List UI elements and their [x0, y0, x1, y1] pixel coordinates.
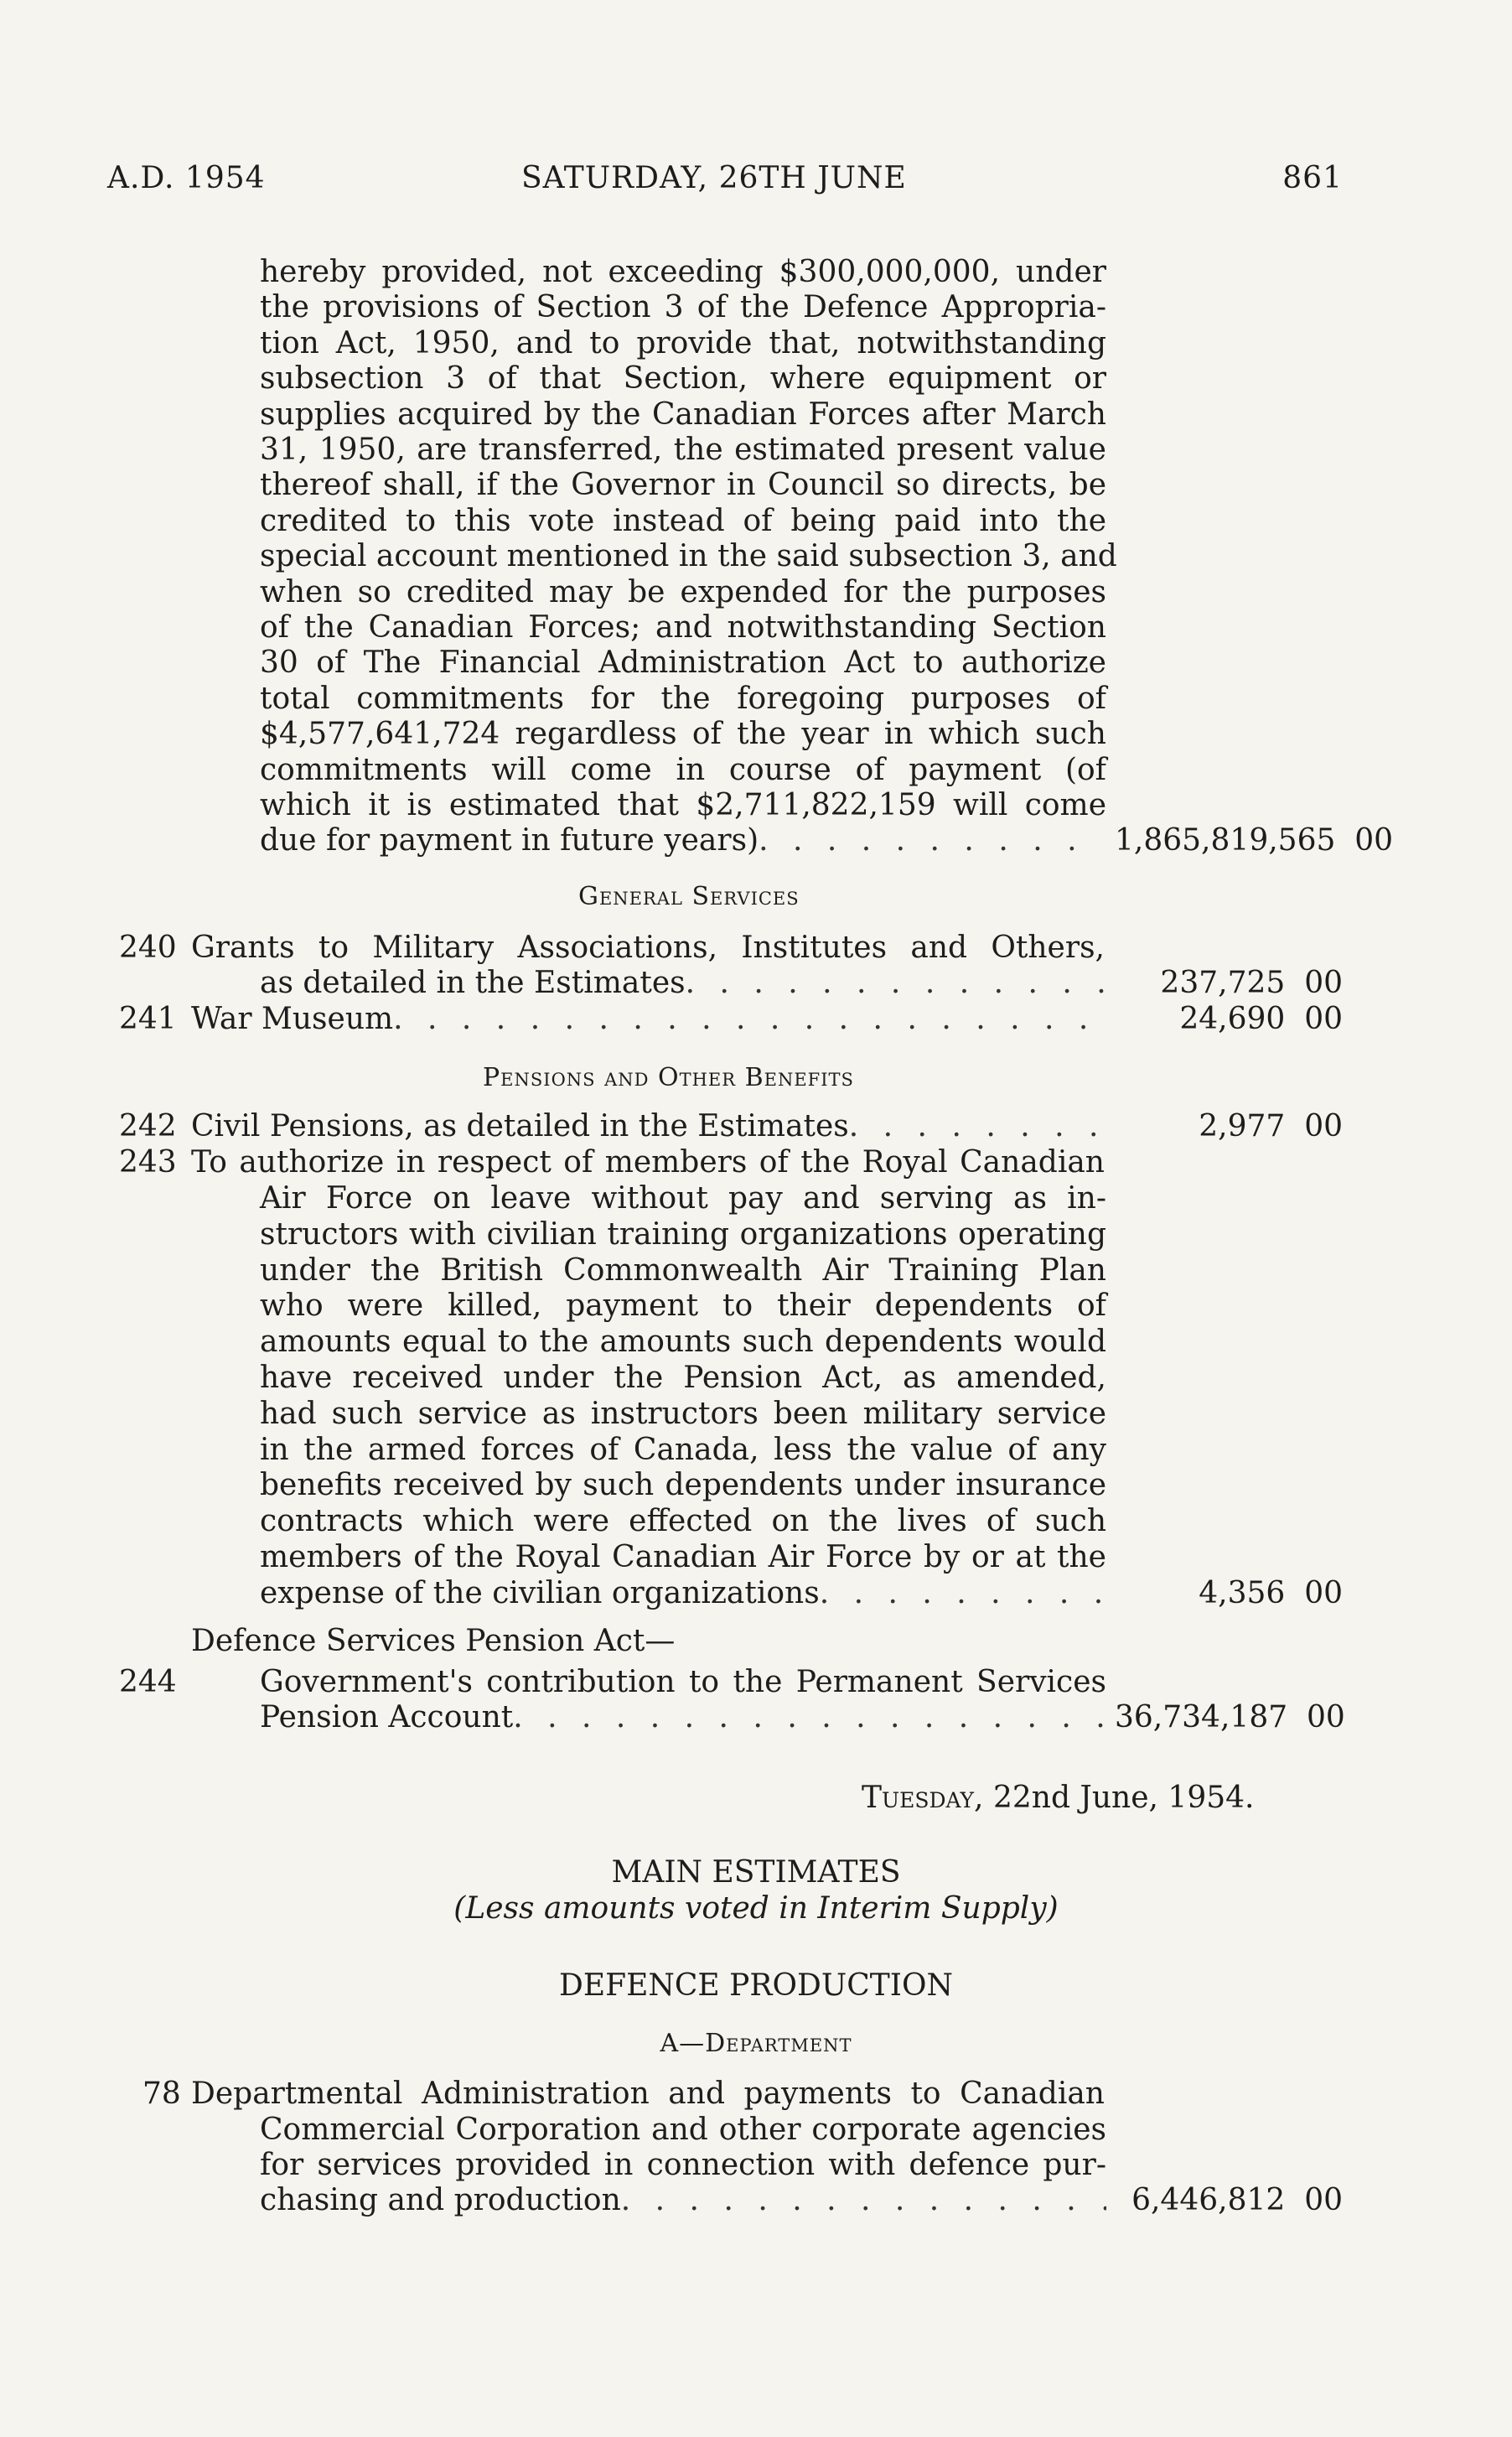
item-242-line	[191, 1109, 1106, 1144]
section-heading-pensions: Pensions and Other Benefits	[483, 1063, 854, 1092]
item-244-line1: Government's contribution to the Permanent Services	[260, 1665, 1106, 1699]
item-243-first-line: To authorize in respect of members of the Royal Canadian	[191, 1145, 1105, 1180]
leader-dots	[759, 823, 1098, 858]
item-241-line	[191, 1002, 1106, 1037]
continuation-line: when so credited may be expended for the purposes	[260, 574, 1106, 609]
header-year: A.D. 1954	[107, 161, 266, 195]
item-78-line: for services provided in connection with defence pur-	[260, 2148, 1106, 2182]
amount-cents: 00	[1304, 1576, 1343, 1610]
sitting-date-text: 22nd June, 1954.	[992, 1781, 1255, 1815]
item-78-line: Commercial Corporation and other corporate agencies	[260, 2113, 1106, 2147]
item-243-line: have received under the Pension Act, as amended,	[260, 1361, 1106, 1395]
section-heading-general-services: General Services	[578, 882, 800, 911]
item-243-line: in the armed forces of Canada, less the value of any	[260, 1432, 1106, 1467]
item-243-amount	[1115, 1576, 1343, 1611]
main-estimates-title: MAIN ESTIMATES	[611, 1855, 901, 1890]
sitting-day: Tuesday,	[862, 1781, 984, 1815]
continuation-line: commitments will come in course of payment (of	[260, 752, 1106, 787]
amount-value: 6,446,812	[1131, 2183, 1286, 2217]
item-243-line: who were killed, payment to their dependents of	[260, 1288, 1106, 1324]
continuation-line: the provisions of Section 3 of the Defence Appropria-	[260, 290, 1106, 325]
amount-cents: 00	[1354, 823, 1394, 858]
item-243-last-line	[260, 1576, 1106, 1611]
item-number: 78	[142, 2077, 181, 2111]
item-240-line2	[260, 966, 1106, 1001]
item-243-line: had such service as instructors been military service	[260, 1396, 1106, 1431]
continuation-line: supplies acquired by the Canadian Forces after March	[260, 397, 1106, 432]
item-240-line2-text: as detailed in the Estimates	[260, 966, 686, 1000]
item-number: 240	[119, 931, 177, 965]
amount-cents: 00	[1304, 2183, 1343, 2217]
item-number: 243	[119, 1145, 177, 1180]
header-date: SATURDAY, 26TH JUNE	[521, 161, 907, 195]
continuation-line: of the Canadian Forces; and notwithstanding Section	[260, 610, 1106, 645]
item-241-text: War Museum	[191, 1002, 394, 1036]
continuation-line: $4,577,641,724 regardless of the year in which such	[260, 717, 1106, 752]
leader-dots	[849, 1109, 1106, 1144]
item-78-last-line-text: chasing and production	[260, 2183, 621, 2217]
item-number: 242	[119, 1109, 177, 1143]
continuation-line: 31, 1950, are transferred, the estimated present value	[260, 433, 1106, 467]
item-number: 241	[119, 1002, 177, 1036]
item-243-line: amounts equal to the amounts such dependents would	[260, 1325, 1106, 1360]
item-244-line2-text: Pension Account	[260, 1700, 514, 1734]
subdivision-heading: A—Department	[660, 2029, 852, 2058]
item-78-first-line: Departmental Administration and payments to Canadian	[191, 2077, 1105, 2111]
leader-dots	[513, 1700, 1106, 1735]
item-number: 244	[119, 1665, 177, 1699]
amount-value: 1,865,819,565	[1115, 823, 1336, 858]
amount-value: 36,734,187	[1115, 1700, 1288, 1734]
item-241-amount	[1115, 1002, 1343, 1037]
item-243-line: contracts which were effected on the lives of such	[260, 1504, 1106, 1539]
sitting-date	[862, 1781, 1255, 1816]
leader-dots	[686, 966, 1106, 1001]
page-number: 861	[1282, 161, 1343, 195]
leader-dots	[820, 1576, 1106, 1611]
continuation-line: subsection 3 of that Section, where equipment or	[260, 361, 1106, 397]
act-heading: Defence Services Pension Act—	[191, 1624, 676, 1658]
item-242-text: Civil Pensions, as detailed in the Estimates	[191, 1109, 849, 1143]
continuation-line: total commitments for the foregoing purposes of	[260, 681, 1106, 716]
amount-value: 237,725	[1160, 966, 1286, 1000]
continuation-line: which it is estimated that $2,711,822,159 will come	[260, 788, 1106, 822]
amount-cents: 00	[1307, 1700, 1345, 1734]
item-243-line: members of the Royal Canadian Air Force by or at the	[260, 1540, 1106, 1574]
amount-cents: 00	[1304, 1109, 1343, 1143]
item-243-line: Air Force on leave without pay and serving as in-	[260, 1181, 1106, 1216]
amount-value: 24,690	[1179, 1002, 1286, 1036]
continuation-line: 30 of The Financial Administration Act to authorize	[260, 646, 1106, 681]
continuation-last-line	[260, 823, 1098, 858]
item-240-line1: Grants to Military Associations, Institutes and Others,	[191, 931, 1105, 965]
item-243-line: benefits received by such dependents under insurance	[260, 1468, 1106, 1503]
continuation-line: tion Act, 1950, and to provide that, notwithstanding	[260, 325, 1106, 360]
item-78-last-line	[260, 2183, 1106, 2218]
item-240-amount	[1115, 966, 1343, 1001]
item-243-last-line-text: expense of the civilian organizations	[260, 1576, 820, 1610]
continuation-line: thereof shall, if the Governor in Council so directs, be	[260, 468, 1106, 503]
item-78-amount	[1115, 2183, 1343, 2218]
continuation-last-line-text: due for payment in future years)	[260, 823, 759, 858]
item-244-line2	[260, 1700, 1106, 1735]
leader-dots	[621, 2183, 1106, 2218]
item-243-line: under the British Commonwealth Air Training Plan	[260, 1252, 1106, 1288]
amount-cents: 00	[1304, 1002, 1343, 1036]
item-244-amount	[1115, 1700, 1343, 1735]
continuation-line: credited to this vote instead of being paid into the	[260, 503, 1106, 538]
amount-value: 4,356	[1199, 1576, 1286, 1610]
continuation-line: special account mentioned in the said subsection 3, and	[260, 539, 1117, 574]
item-242-amount	[1115, 1109, 1343, 1144]
main-estimates-subtitle: (Less amounts voted in Interim Supply)	[453, 1891, 1059, 1926]
amount-value: 2,977	[1199, 1109, 1286, 1143]
item-243-line: structors with civilian training organizations operating	[260, 1216, 1106, 1252]
amount-cents: 00	[1304, 966, 1343, 1000]
department-heading: DEFENCE PRODUCTION	[558, 1968, 953, 2003]
continuation-amount	[1115, 823, 1394, 858]
leader-dots	[393, 1002, 1106, 1037]
continuation-line: hereby provided, not exceeding $300,000,000, under	[260, 255, 1106, 289]
